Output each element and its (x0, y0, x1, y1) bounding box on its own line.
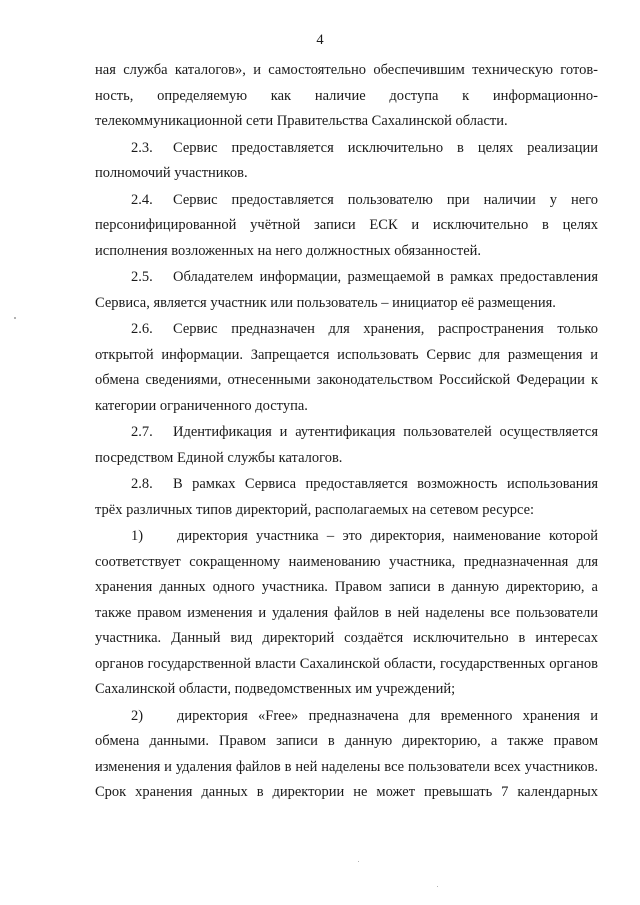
paragraph-number: 2.4. (131, 191, 153, 208)
list-item-number: 1) (131, 528, 144, 544)
paragraph-2-7 (95, 420, 598, 471)
paragraph-text: Идентификация и аутентификация пользователей осуществляется посредством Единой службы каталогов. (95, 424, 598, 466)
paragraph-number: 2.3. (131, 139, 153, 156)
text-line: ная служба каталогов», и самостоятельно обеспечившим техническую готов- (95, 62, 598, 78)
scan-speck (437, 886, 438, 887)
paragraph-2-5 (95, 265, 598, 316)
document-body (95, 58, 598, 807)
paragraph-2-6 (95, 317, 598, 419)
list-item-2 (95, 704, 598, 806)
paragraph-text: Сервис предоставляется пользователю при наличии у него персонифицированной учётной записи ЕСК и исключительно в целях исполнения возложенных на него должностных обязанностей. (95, 191, 598, 259)
paragraph-number: 2.6. (131, 321, 153, 337)
paragraph-number: 2.5. (131, 269, 153, 285)
list-item-number: 2) (131, 707, 144, 724)
paragraph-number: 2.8. (131, 476, 153, 492)
list-item-text: директория «Free» предназначена для временного хранения и обмена данными. Правом записи в данную директорию, а также правом изменения и удаления файлов в ней наделены все пользователи всех участников. Срок хранения данных в директории не может превышать 7 календарных (95, 707, 598, 800)
page-number: 4 (316, 32, 324, 48)
paragraph-text: Сервис предназначен для хранения, распространения только открытой информации. Запрещается использовать Сервис для размещения и обмена сведениями, отнесенными законодательством Российской Федерации к категории ограниченного доступа. (95, 321, 598, 414)
scan-speck (358, 861, 359, 862)
paragraph-text: Сервис предоставляется исключительно в целях реализации полномочий участников. (95, 139, 598, 181)
continued-paragraph (95, 58, 598, 135)
paragraph-2-4 (95, 188, 598, 265)
paragraph-text: Обладателем информации, размещаемой в рамках предоставления Сервиса, является участник или пользователь – инициатор её размещения. (95, 269, 598, 311)
paragraph-2-3 (95, 136, 598, 187)
paragraph-number: 2.7. (131, 424, 153, 440)
text-line: телекоммуникационной сети Правительства Сахалинской области. (95, 113, 508, 129)
paragraph-text: В рамках Сервиса предоставляется возможность использования трёх различных типов директорий, располагаемых на сетевом ресурсе: (95, 476, 598, 518)
paragraph-2-8 (95, 472, 598, 523)
scan-speck (14, 317, 16, 319)
list-item-text: директория участника – это директория, наименование которой соответствует сокращенному наименованию участника, предназначенная для хранения данных одного участника. Правом записи в данную директорию, а также правом изменения и удаления файлов в ней наделены все пользователи участника. Данный вид директорий создаётся исключительно в интересах органов государственной власти Сахалинской области, государственных органов Сахалинской области, подведомственных им учреждений; (95, 528, 598, 697)
list-item-1 (95, 524, 598, 703)
text-line: ность, определяемую как наличие доступа к информационно- (95, 87, 598, 104)
